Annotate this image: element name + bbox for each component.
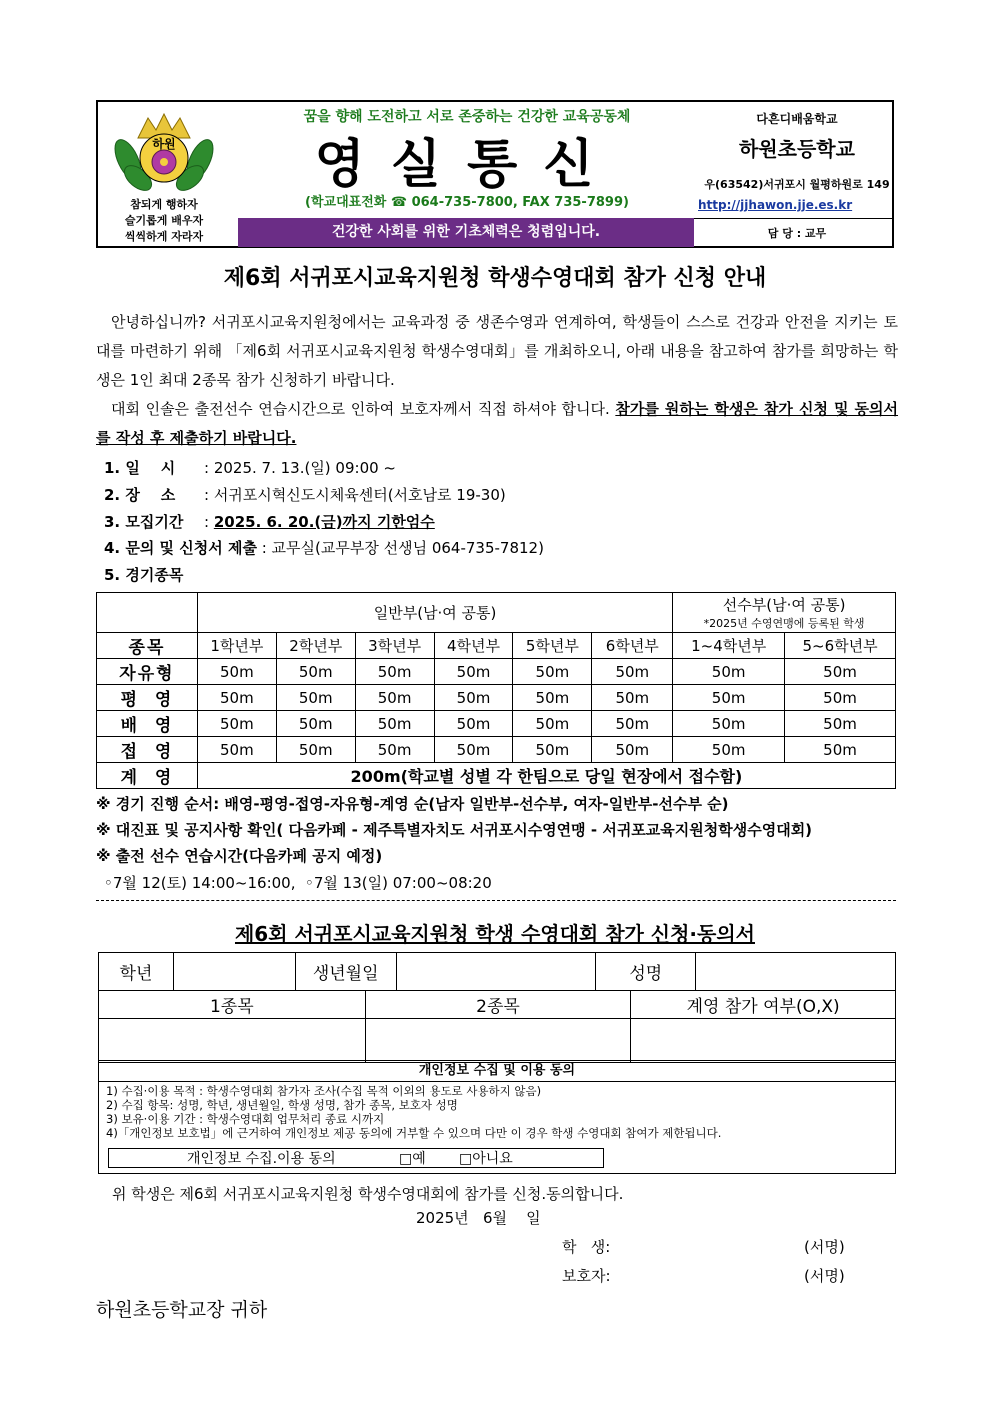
relay-input[interactable] <box>631 1019 896 1063</box>
table-cell: 50m <box>434 737 513 763</box>
privacy-line: 3) 보유·이용 기간 : 학생수영대회 업무처리 종료 시까지 <box>106 1112 385 1126</box>
row-header: 자유형 <box>97 659 198 685</box>
table-cell: 50m <box>513 711 592 737</box>
table-cell: 50m <box>434 685 513 711</box>
event2-label: 2종목 <box>365 991 631 1019</box>
group-athlete-label: 선수부(남·여 공통) <box>722 596 846 614</box>
privacy-line: 2) 수집 항목: 성명, 학년, 생년월일, 학생 성명, 참가 종목, 보호자 성명 <box>106 1098 458 1112</box>
intro-guide-text: 대회 인솔은 출전선수 연습시간으로 인하여 보호자께서 직접 하셔야 합니다. <box>111 400 616 418</box>
intro-paragraph: 안녕하십니까? 서귀포시교육지원청에서는 교육과정 중 생존수영과 연계하여, 학생들이 스스로 건강과 안전을 지키는 토대를 마련하기 위해 「제6회 서귀포시교육지원청 학생수영대회」를 개최하오니, 아래 내용을 참고하여 참가를 희망하는 학생은 1인 최대 2종목 참가 신청하기 바랍니다. <box>96 313 898 389</box>
table-row <box>97 737 896 763</box>
emblem-text: 하원 <box>152 137 176 151</box>
table-cell: 50m <box>434 711 513 737</box>
column-header: 2학년부 <box>276 633 355 659</box>
motto-line: 참되게 행하자 <box>130 198 198 211</box>
birth-input[interactable] <box>396 953 596 991</box>
consent-statement: 위 학생은 제6회 서귀포시교육지원청 학생수영대회에 참가를 신청.동의합니다. <box>112 1185 624 1203</box>
item-place <box>104 484 506 505</box>
table-cell: 50m <box>673 685 785 711</box>
column-header: 1학년부 <box>197 633 276 659</box>
table-corner <box>97 593 198 633</box>
event-choice-table <box>98 990 896 1063</box>
item-sep: : <box>204 513 214 531</box>
table-row <box>97 659 896 685</box>
athlete-note: *2025년 수영연맹에 등록된 학생 <box>703 617 865 630</box>
column-header: 종목 <box>97 633 198 659</box>
addressee: 하원초등학교장 귀하 <box>96 1299 268 1321</box>
guardian-sign-field[interactable]: (서명) <box>804 1267 845 1285</box>
application-form <box>98 952 896 991</box>
privacy-consent-row <box>108 1148 604 1168</box>
column-header: 4학년부 <box>434 633 513 659</box>
table-cell: 50m <box>592 711 673 737</box>
consent-yes-checkbox[interactable]: □예 <box>399 1151 426 1167</box>
student-sign-field[interactable]: (서명) <box>804 1238 845 1256</box>
consent-label: 개인정보 수집.이용 동의 <box>187 1151 336 1167</box>
table-cell: 50m <box>673 659 785 685</box>
table-cell: 50m <box>197 659 276 685</box>
slogan: 꿈을 향해 도전하고 서로 존중하는 건강한 교육공동체 <box>303 109 631 125</box>
table-cell: 50m <box>785 737 896 763</box>
item-label: 4. 문의 및 신청서 제출 <box>104 539 257 557</box>
table-cell: 50m <box>197 711 276 737</box>
item-contact <box>104 537 544 558</box>
staff-in-charge: 담 당 : 교무 <box>767 227 827 240</box>
item-label: 3. 모집기간 <box>104 513 184 531</box>
table-row <box>97 685 896 711</box>
note-bracket: ※ 대진표 및 공지사항 확인( 다음카페 - 제주특별자치도 서귀포시수영연맹 - 서귀포교육지원청학생수영대회) <box>96 821 813 839</box>
table-cell: 50m <box>355 685 434 711</box>
table-cell: 50m <box>513 685 592 711</box>
item-value: : 교무실(교무부장 선생님 064-735-7812) <box>261 539 544 557</box>
privacy-line: 4)「개인정보 보호법」에 근거하여 개인정보 제공 동의에 거부할 수 있으며 다만 이 경우 학생 수영대회 참여가 제한됩니다. <box>106 1126 722 1140</box>
integrity-banner: 건강한 사회를 위한 기초체력은 청렴입니다. <box>238 218 694 247</box>
motto-line: 씩씩하게 자라자 <box>124 230 204 243</box>
form-title-text: 제6회 서귀포시교육지원청 학생 수영대회 참가 신청·동의서 <box>234 922 755 946</box>
table-cell: 50m <box>785 685 896 711</box>
column-header: 5~6학년부 <box>785 633 896 659</box>
birth-label: 생년월일 <box>295 953 396 991</box>
item-value: : 서귀포시혁신도시체육센터(서호남로 19-30) <box>204 486 506 504</box>
table-cell: 50m <box>513 737 592 763</box>
table-cell: 50m <box>276 711 355 737</box>
item-label: 2. 장 소 <box>104 486 176 504</box>
row-header: 계 영 <box>97 763 198 789</box>
guardian-signature-label: 보호자: <box>562 1267 611 1285</box>
event1-input[interactable] <box>99 1019 366 1063</box>
row-header: 평 영 <box>97 685 198 711</box>
intro-emphasis: 참가를 원하는 학생은 참가 신청 및 동의서를 작성 후 제출하기 바랍니다. <box>96 400 899 447</box>
page-title: 제6회 서귀포시교육지원청 학생수영대회 참가 신청 안내 <box>223 266 767 291</box>
table-cell: 50m <box>513 659 592 685</box>
table-cell: 50m <box>276 737 355 763</box>
cut-line <box>96 900 896 901</box>
school-name: 하원초등학교 <box>739 137 855 161</box>
grade-label: 학년 <box>99 953 174 991</box>
school-address: 우(63542)서귀포시 월평하원로 149 <box>704 178 890 191</box>
relay-cell: 200m(학교별 성별 각 한팀으로 당일 현장에서 접수함) <box>197 763 895 789</box>
table-cell: 50m <box>785 659 896 685</box>
intro-paragraph-2 <box>96 395 898 453</box>
table-cell: 50m <box>355 737 434 763</box>
event1-label: 1종목 <box>99 991 366 1019</box>
column-header: 3학년부 <box>355 633 434 659</box>
table-cell: 50m <box>673 737 785 763</box>
item-events: 5. 경기종목 <box>104 566 184 584</box>
group-athlete <box>673 593 896 633</box>
row-header: 접 영 <box>97 737 198 763</box>
school-motto-top: 다흔디배움학교 <box>756 112 838 126</box>
item-label: 1. 일 시 <box>104 459 176 477</box>
column-header: 1~4학년부 <box>673 633 785 659</box>
table-cell: 50m <box>355 711 434 737</box>
item-deadline <box>104 511 435 532</box>
event-table <box>96 592 896 789</box>
table-cell: 50m <box>355 659 434 685</box>
column-header: 5학년부 <box>513 633 592 659</box>
table-row <box>97 711 896 737</box>
table-cell: 50m <box>785 711 896 737</box>
column-header: 6학년부 <box>592 633 673 659</box>
form-title <box>96 918 894 947</box>
table-cell: 50m <box>197 737 276 763</box>
school-phone: (학교대표전화 ☎ 064-735-7800, FAX 735-7899) <box>305 195 629 210</box>
item-value: 2025. 6. 20.(금)까지 기한엄수 <box>213 513 435 531</box>
table-cell: 50m <box>434 659 513 685</box>
consent-no-checkbox[interactable]: □아니요 <box>459 1151 513 1167</box>
row-header: 배 영 <box>97 711 198 737</box>
table-cell: 50m <box>197 685 276 711</box>
item-value: : 2025. 7. 13.(일) 09:00 ~ <box>204 459 396 477</box>
table-cell: 50m <box>276 659 355 685</box>
name-label: 성명 <box>596 953 696 991</box>
student-signature-label: 학 생: <box>562 1238 611 1256</box>
table-cell: 50m <box>276 685 355 711</box>
motto-line: 슬기롭게 배우자 <box>124 214 204 227</box>
privacy-heading: 개인정보 수집 및 이용 동의 <box>98 1060 896 1082</box>
note-practice: ※ 출전 선수 연습시간(다음카페 공지 예정) <box>96 847 383 865</box>
table-cell: 50m <box>592 737 673 763</box>
practice-times: ◦7월 12(토) 14:00~16:00, ◦7월 13(일) 07:00~08:20 <box>104 874 492 892</box>
note-order: ※ 경기 진행 순서: 배영-평영-접영-자유형-계영 순(남자 일반부-선수부, 여자-일반부-선수부 순) <box>96 795 729 813</box>
relay-label: 계영 참가 여부(O,X) <box>631 991 896 1019</box>
table-cell: 50m <box>673 711 785 737</box>
grade-input[interactable] <box>173 953 295 991</box>
name-input[interactable] <box>696 953 896 991</box>
consent-date: 2025년 6월 일 <box>416 1209 541 1227</box>
newsletter-title: 영실통신 <box>314 135 620 195</box>
group-general: 일반부(남·여 공통) <box>197 593 672 633</box>
school-emblem-icon <box>108 108 220 196</box>
school-url-link[interactable]: http://jjhawon.jje.es.kr <box>698 198 853 212</box>
item-date <box>104 457 396 478</box>
table-cell: 50m <box>592 685 673 711</box>
table-row <box>97 763 896 789</box>
privacy-line: 1) 수집·이용 목적 : 학생수영대회 참가자 조사(수집 목적 이외의 용도로 사용하지 않음) <box>106 1084 542 1098</box>
table-cell: 50m <box>592 659 673 685</box>
divider <box>694 218 892 219</box>
event2-input[interactable] <box>365 1019 631 1063</box>
